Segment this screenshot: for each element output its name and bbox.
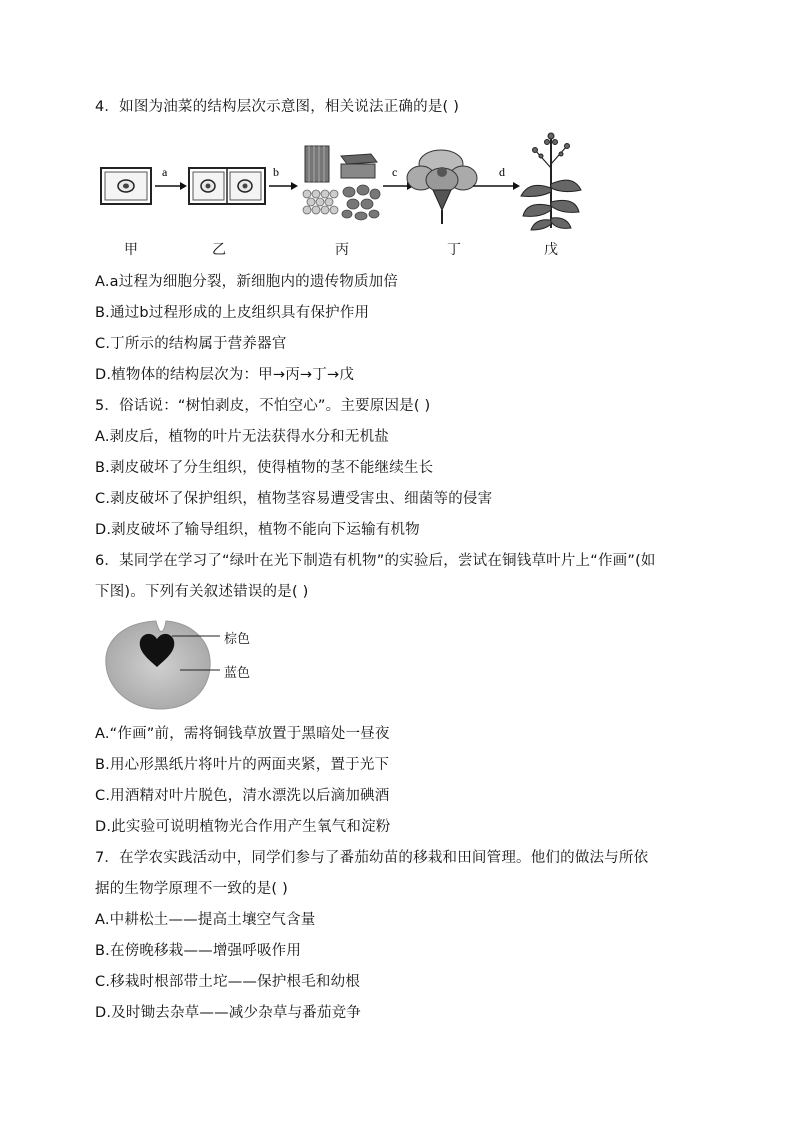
caption-jia: 甲 xyxy=(124,242,138,258)
q5-option-b: B.剥皮破坏了分生组织，使得植物的茎不能继续生长 xyxy=(95,460,434,476)
arrow-b xyxy=(269,165,298,190)
caption-yi: 乙 xyxy=(212,242,226,258)
q7-option-a: A.中耕松土——提高土壤空气含量 xyxy=(95,912,316,928)
q4-stem: 4．如图为油菜的结构层次示意图，相关说法正确的是( ) xyxy=(95,99,460,115)
stage-two-cells xyxy=(189,168,265,204)
stage-cell xyxy=(101,168,151,204)
q5-option-c: C.剥皮破坏了保护组织，植物茎容易遭受害虫、细菌等的侵害 xyxy=(95,491,493,507)
q4-option-c: C.丁所示的结构属于营养器官 xyxy=(95,336,287,352)
arrow-label-d: d xyxy=(499,165,505,179)
caption-wu: 戊 xyxy=(544,242,558,258)
stage-flower xyxy=(407,150,477,224)
stage-tissues xyxy=(303,146,380,220)
q7-option-b: B.在傍晚移栽——增强呼吸作用 xyxy=(95,943,302,959)
arrow-label-b: b xyxy=(273,165,279,179)
q6-option-b: B.用心形黑纸片将叶片的两面夹紧，置于光下 xyxy=(95,757,390,773)
caption-ding: 丁 xyxy=(447,242,461,258)
q7-option-d: D.及时锄去杂草——减少杂草与番茄竞争 xyxy=(95,1005,362,1021)
arrow-d xyxy=(473,165,520,190)
arrow-label-c: c xyxy=(392,165,398,179)
q6-stem-line2: 下图)。下列有关叙述错误的是( ) xyxy=(95,584,309,600)
q6-stem-line1: 6．某同学在学习了“绿叶在光下制造有机物”的实验后，尝试在铜钱草叶片上“作画”(如 xyxy=(95,553,656,569)
caption-bing: 丙 xyxy=(335,242,349,258)
label-brown: 棕色 xyxy=(224,632,251,647)
q4-option-a: A.a过程为细胞分裂，新细胞内的遗传物质加倍 xyxy=(95,274,399,290)
q4-option-b: B.通过b过程形成的上皮组织具有保护作用 xyxy=(95,305,370,321)
label-blue: 蓝色 xyxy=(224,666,251,681)
q4-structure-diagram xyxy=(95,128,595,238)
q5-stem: 5．俗话说：“树怕剥皮，不怕空心”。主要原因是( ) xyxy=(95,398,431,414)
arrow-label-a: a xyxy=(162,165,168,179)
q6-option-d: D.此实验可说明植物光合作用产生氧气和淀粉 xyxy=(95,819,391,835)
arrow-a xyxy=(155,165,187,190)
q6-option-c: C.用酒精对叶片脱色，清水漂洗以后滴加碘酒 xyxy=(95,788,390,804)
q7-option-c: C.移栽时根部带土坨——保护根毛和幼根 xyxy=(95,974,361,990)
q5-option-d: D.剥皮破坏了输导组织，植物不能向下运输有机物 xyxy=(95,522,420,538)
q6-option-a: A.“作画”前，需将铜钱草放置于黑暗处一昼夜 xyxy=(95,726,390,742)
q5-option-a: A.剥皮后，植物的叶片无法获得水分和无机盐 xyxy=(95,429,389,445)
stage-plant xyxy=(521,133,581,230)
q4-option-d: D.植物体的结构层次为：甲→丙→丁→戊 xyxy=(95,367,355,383)
q7-stem-line1: 7．在学农实践活动中，同学们参与了番茄幼苗的移栽和田间管理。他们的做法与所依 xyxy=(95,850,649,866)
q7-stem-line2: 据的生物学原理不一致的是( ) xyxy=(95,881,288,897)
